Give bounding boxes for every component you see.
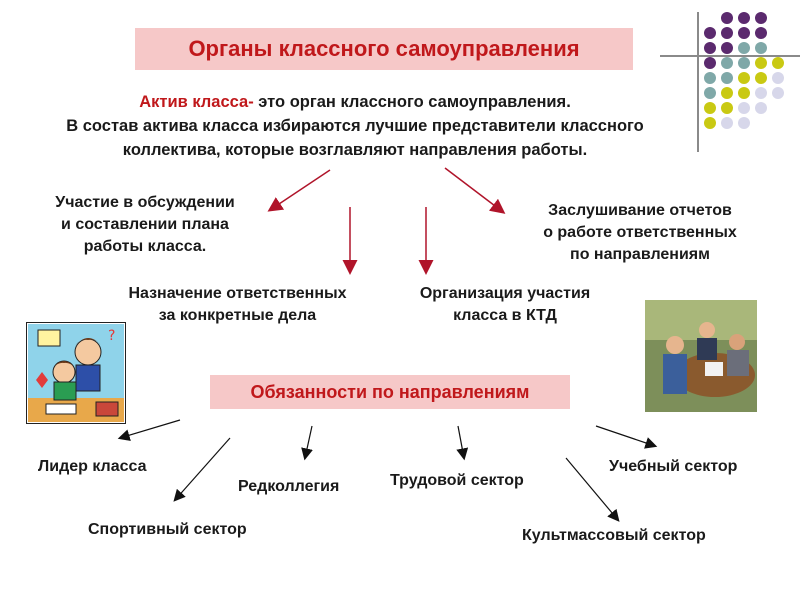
arrow-to-study	[596, 426, 655, 446]
meeting-photo	[645, 300, 757, 412]
page-title-text: Органы классного самоуправления	[188, 36, 580, 61]
function-ktd: Организация участия класса в КТД	[419, 285, 591, 324]
function-assignment: Назначение ответственных за конкретные дела	[128, 285, 347, 324]
sector-labor: Трудовой сектор	[390, 472, 524, 489]
function-reports: Заслушивание отчетов о работе ответственных по направлениям	[543, 202, 737, 263]
arrow-to-sport	[175, 438, 230, 500]
sector-study: Учебный сектор	[609, 458, 738, 475]
arrow-to-reports	[445, 168, 503, 212]
intro-line1: это орган классного самоуправления.	[253, 93, 571, 111]
function-planning: Участие в обсуждении и составлении плана работы класса.	[55, 194, 235, 255]
sector-culture: Культмассовый сектор	[522, 527, 706, 544]
sector-sport: Спортивный сектор	[88, 521, 247, 538]
arrow-to-editorial	[305, 426, 312, 458]
sector-editorial: Редколлегия	[238, 478, 340, 495]
duties-title-text: Обязанности по направлениям	[250, 381, 530, 402]
svg-text:?: ?	[108, 328, 116, 344]
arrow-to-labor	[458, 426, 464, 458]
intro-line2: В состав актива класса избираются лучшие представители классного	[66, 117, 644, 135]
duties-title	[210, 375, 570, 409]
kids-studying-illustration	[26, 322, 126, 424]
arrow-to-planning	[270, 170, 330, 210]
sector-leader: Лидер класса	[38, 458, 147, 475]
intro-highlight: Актив класса-	[139, 93, 254, 111]
arrow-to-leader	[120, 420, 180, 438]
intro-line3: коллектива, которые возглавляют направления работы.	[122, 141, 588, 159]
